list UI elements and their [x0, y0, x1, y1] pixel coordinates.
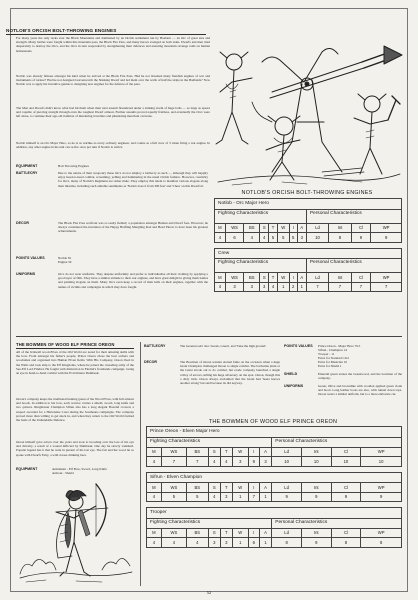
stat-cell: 7 — [371, 282, 402, 292]
stat-cell: 3 — [221, 492, 233, 502]
oreon-fighting-header: Fighting Characteristics — [147, 437, 272, 447]
stat-head: I — [248, 447, 259, 457]
stat-cell: 9 — [331, 492, 361, 502]
stat-head: WP — [361, 483, 402, 493]
stat-head: W — [232, 528, 248, 538]
stat-cell: 1 — [232, 492, 248, 502]
stat-cell: 2 — [289, 282, 297, 292]
oreon-points-label: POINTS VALUES — [284, 344, 313, 348]
bolt-table-title: NOTLOB'S ORCISH BOLT-THROWING ENGINES — [241, 190, 373, 196]
stat-cell: 7 — [329, 282, 351, 292]
stat-head: S — [260, 273, 269, 283]
notlob-stat-row — [215, 233, 402, 243]
stat-cell: 3 — [208, 538, 220, 548]
stat-head: M — [147, 528, 162, 538]
stat-head: Int — [301, 528, 331, 538]
section-heading-oreon: THE BOWMEN OF WOOD ELF PRINCE OREON — [16, 342, 134, 349]
column-rule — [140, 342, 141, 586]
stat-head: Cl — [331, 528, 361, 538]
trooper-name: Trooper — [147, 508, 402, 519]
stat-head: WP — [361, 447, 402, 457]
bolt-stat-headers — [215, 223, 402, 233]
oreon-shield-text: Emerald green stones the Greenwood, and the bowmen of the company. — [318, 372, 402, 381]
stat-cell: 5 — [269, 233, 278, 243]
stat-cell: 4 — [215, 233, 226, 243]
stat-cell: 9 — [248, 457, 259, 467]
stat-cell: 7 — [248, 492, 259, 502]
bolt-fighting-header: Fighting Characteristics — [215, 209, 307, 223]
stat-cell: 4 — [147, 457, 162, 467]
stat-head: WS — [161, 447, 186, 457]
oreon-para-2: Oreon's company keeps the traditional hunting green of the Wood Elves, with full armour and hoods. In addition to his bow, each warrior carries a shield, sword, long knife and two quivers. Ringmaster Champion Sifrun also has a long elegant Boardel crowed, a respect awarded for a Harloleine Crest during the Southeans campaigns. The company proved more than willing to get stuck in, and when they return to the Old World formed the basis of the Unhandable Defence. — [16, 397, 134, 423]
notlob-para-1: For many years the only racks ever the Black Mountains and dominated by an Orcish settlement run by Hasbarn — an Orc of great size and strength. Many battles were fought within this mountain pass, the Black Fire Pass, and many heroes avenged on both sides. Dwarfs and men tried desperately to destroy the Orcs, and the Orcs in turn responded by strengthening their defences and ensuring mountain revenge raids on human homesteads. — [16, 36, 210, 53]
points-label: POINTS VALUES — [16, 256, 45, 260]
stat-cell: 4 — [244, 233, 260, 243]
oreon-uniforms-text: Green, Olive and brownlike with woollen applied green cloak and hood. Long leather boots are also, with tunnel down tops. Oreon wears a similar uniform, but to a more elaborate cut. — [318, 384, 402, 397]
oreon-uniforms-label: UNIFORMS — [284, 384, 304, 388]
stat-cell: 4 — [215, 282, 226, 292]
points-value-0: Notlob 81 — [58, 256, 72, 260]
elf-archer-illustration — [16, 478, 136, 586]
stat-cell: 5 — [277, 233, 289, 243]
stat-cell: 4 — [147, 492, 162, 502]
equipment-text: Bolt Throwing Engines — [58, 164, 89, 168]
oreon-equipment-1: Armour - Shield — [52, 471, 74, 475]
stat-cell: 3 — [244, 282, 260, 292]
oreon-shield-label: SHIELD — [284, 372, 298, 376]
bolt-personal-header: Personal Characteristics — [306, 209, 401, 223]
stat-head: WS — [161, 483, 186, 493]
oreon-decor-text: The Bowmen of Oreon wander eternal fame on the occasion when a huge Giant Champion challenged Oreon to single combat. The barbarian plain or the Giant strode out to do combat, but erode company launched a single volley of arrows, killing his huge adversary on the spot. Oreon, though this a dirty trick. Oreon always exclaimed that the Giant had 'beeta knows another strong' but said because its did anyway. — [180, 360, 280, 386]
stat-head: M — [215, 223, 226, 233]
oreon-battlecry-label: BATTLECRY — [144, 344, 166, 348]
oreon-stat-headers — [147, 447, 402, 457]
oreon-equipment-label: EQUIPMENT — [16, 467, 38, 471]
stat-cell: 4 — [208, 457, 220, 467]
stat-cell: 1 — [232, 538, 248, 548]
sifrun-stat-row — [147, 492, 402, 502]
stat-cell: 10 — [331, 457, 361, 467]
trooper-stat-row — [147, 538, 402, 548]
stat-head: Ld — [306, 273, 328, 283]
crew-personal-header: Personal Characteristics — [306, 259, 401, 273]
stat-head: Ld — [306, 223, 328, 233]
stat-head: A — [259, 483, 272, 493]
stat-cell: 4 — [187, 538, 209, 548]
stat-head: I — [289, 223, 297, 233]
stat-head: Cl — [351, 223, 371, 233]
stat-cell: 9 — [361, 492, 402, 502]
stat-head: Cl — [331, 447, 361, 457]
oreon-hero-name: Prince Oreon - Elven Major Hero — [147, 427, 402, 438]
decor-label: DECOR — [16, 221, 29, 225]
section-heading-notlob: NOTLOB'S ORCISH BOLT-THROWING ENGINES — [6, 28, 206, 35]
notlob-para-4: Notlob himself is an Orc Major Hero, so he is as warlike as every ordinary engineer, and counts as a full crew of 3 when firing a war engine. In addition, any other engine in his unit can re-fire once per turn if Notlob is with it. — [16, 141, 210, 150]
stat-cell: 10 — [272, 457, 302, 467]
trooper-fighting-header: Fighting Characteristics — [147, 518, 272, 528]
stat-cell: 5 — [289, 233, 297, 243]
stat-head: W — [277, 223, 289, 233]
stat-cell: 4 — [147, 538, 162, 548]
oreon-points-5: Extra for Shield 1 — [318, 364, 342, 368]
stat-cell: 4 — [208, 492, 220, 502]
stat-cell: 3 — [225, 282, 244, 292]
stat-head: Int — [301, 447, 331, 457]
stat-cell: 1 — [277, 282, 289, 292]
stat-head: BS — [187, 528, 209, 538]
elf-stat-table — [146, 426, 402, 548]
stat-cell: 7 — [351, 282, 371, 292]
sifrun-name: Sifrun - Elven Champion — [147, 472, 402, 483]
oreon-stat-row — [147, 457, 402, 467]
oreon-points-1: Sifrun - Champion 14 — [318, 348, 347, 352]
oreon-points-3: Extra for Standard 10.2 — [318, 356, 349, 360]
stat-head: Ld — [272, 483, 302, 493]
stat-head: I — [248, 528, 259, 538]
stat-head: BS — [244, 273, 260, 283]
bolt-stat-table — [214, 198, 402, 292]
stat-head: Ld — [272, 528, 302, 538]
crew-stat-headers — [215, 273, 402, 283]
stat-head: T — [221, 528, 233, 538]
stat-head: T — [269, 223, 278, 233]
stat-cell: 1 — [297, 282, 306, 292]
stat-head: WP — [371, 223, 402, 233]
notlob-hero-name: Notlob - Orc Major Hero — [215, 199, 402, 210]
battlecry-text: Due to the nature of their weaponry these Orcs do not employ a battlecry as such — although they will happily enjoy head-to-head combat, screaming, yelling and hammering in the usual Orcish fashion. However, creativity for Orcs, many of Notlob's Regiment are rather mute. They employ this talent to manifest various slogans along their missiles, including such amiable sentiments as 'Notlob does it from 300 feet' and 'Chew on this Dwarfon'. — [58, 171, 208, 188]
stat-head: A — [297, 273, 306, 283]
stat-head: WS — [161, 528, 186, 538]
stat-cell: 4 — [221, 457, 233, 467]
stat-cell: 8 — [361, 538, 402, 548]
stat-cell: 7 — [306, 282, 328, 292]
stat-head: BS — [187, 483, 209, 493]
stat-head: S — [208, 447, 220, 457]
stat-head: WP — [371, 273, 402, 283]
stat-head: M — [215, 273, 226, 283]
oreon-decor-label: DECOR — [144, 360, 157, 364]
stat-cell: 9 — [301, 492, 331, 502]
stat-head: Int — [301, 483, 331, 493]
stat-cell: 9 — [272, 492, 302, 502]
sifrun-stat-headers — [147, 483, 402, 493]
stat-cell: 6 — [225, 233, 244, 243]
stat-head: Ld — [272, 447, 302, 457]
stat-head: W — [232, 447, 248, 457]
stat-cell: 6 — [248, 538, 259, 548]
stat-cell: 8 — [272, 538, 302, 548]
stat-head: T — [221, 447, 233, 457]
stat-head: Cl — [351, 273, 371, 283]
stat-head: S — [260, 223, 269, 233]
elf-table-title: THE BOWMEN OF WOOD ELF PRINCE OREON — [208, 419, 338, 425]
stat-cell: 5 — [187, 492, 209, 502]
trooper-personal-header: Personal Characteristics — [272, 518, 402, 528]
stat-cell: 1 — [259, 538, 272, 548]
stat-head: WP — [361, 528, 402, 538]
stat-head: A — [297, 223, 306, 233]
stat-cell: 9 — [301, 538, 331, 548]
stat-cell: 10 — [306, 233, 328, 243]
stat-cell: 7 — [187, 457, 209, 467]
crew-name: Crew — [215, 248, 402, 259]
oreon-para-1: All of the brinwell wood-Elves of the Old World are noted for their amazing skills with the bow. From amongst his father's people, Prince Oreon chose the best archers and woodsmen and organised into Human Elven fields. With His Company, Oreon lived in the Walls and took ship to the Elf Kingdoms, where he joined the crusading army of the Sea-Elf Lord Findrel. He fought with distinction in Findrel's frontlands campaign, losing an eye in hand-to-hand combat with the Evil minion Dumbeak. — [16, 350, 134, 376]
orc-bolt-thrower-illustration — [212, 22, 404, 190]
stat-head: W — [232, 483, 248, 493]
notlob-para-2: Notlob was already famous amongst his kind when he arrived at the Black Fire Pass. Had he not invented many fiendish engines of war and instruments of torture? Had he not designed Gravenwatch the Stinking Dwarf and led them over the walls of half the strips in the Badlands? Now Notlob was to apply his inventive genius to designing new engines for the defence of the pass. — [16, 74, 210, 87]
stat-cell: 3 — [297, 233, 306, 243]
stat-head: W — [277, 273, 289, 283]
stat-cell: 8 — [329, 233, 351, 243]
oreon-para-3: Oreon himself gave action over the years and took to brooding over the loss of his eye and chivalry, a result of a wound inflicted by Dumbeak. One day he slowly vanished. Popular legend has it that he went in pursuit of his lost eye. The fair and the wood lie so spoke with Dwarfs Fairy, a wild crease drinking beer. — [16, 440, 134, 457]
stat-cell: 3 — [221, 538, 233, 548]
stat-head: Cl — [331, 483, 361, 493]
stat-head: WS — [225, 273, 244, 283]
stat-head: WS — [225, 223, 244, 233]
crew-stat-row — [215, 282, 402, 292]
stat-head: Int — [329, 273, 351, 283]
stat-head: S — [208, 483, 220, 493]
stat-head: T — [269, 273, 278, 283]
stat-cell: 9 — [351, 233, 371, 243]
equipment-label: EQUIPMENT — [16, 164, 38, 168]
uniforms-text: Orcs do not wear uniforms. They despise uniformity and prefer to individualise all their clothing by applying a good layer of filth. They have a similar attitude to their war engines, and have great delight in giving them names and painting slogans on them. Many Orcs even keep a record of their kills on their engines, together with the names of victims and campaigns in which they have fought. — [58, 272, 208, 289]
stat-head: I — [248, 483, 259, 493]
page-number: 52 — [206, 590, 212, 595]
stat-head: A — [259, 447, 272, 457]
stat-cell: 4 — [260, 233, 269, 243]
oreon-equipment-0: Armament - Elf Bow, Sword, Long Knife — [52, 467, 107, 471]
stat-head: T — [221, 483, 233, 493]
oreon-points-0: Prince Oreon - Major Hero 79.5 — [318, 344, 361, 348]
stat-head: M — [147, 483, 162, 493]
crew-fighting-header: Fighting Characteristics — [215, 259, 307, 273]
stat-cell: 8 — [331, 538, 361, 548]
stat-cell: 4 — [161, 538, 186, 548]
stat-cell: 10 — [301, 457, 331, 467]
oreon-points-4: Extra for Musician 10 — [318, 360, 348, 364]
stat-head: Int — [329, 223, 351, 233]
decor-text: The Black Fire Pass warfront was so easily fielded; a population amongst Human and Dwarf foes. However, he always considered the invention of the Happy Halfling Mangling Rod and Head Pincer to have been his greatest achievements. — [58, 221, 208, 234]
stat-cell: 3 — [259, 457, 272, 467]
uniforms-label: UNIFORMS — [16, 272, 36, 276]
stat-head: M — [147, 447, 162, 457]
stat-head: BS — [244, 223, 260, 233]
stat-cell: 4 — [269, 282, 278, 292]
oreon-personal-header: Personal Characteristics — [272, 437, 402, 447]
notlob-para-3: The Men and Dwarfs didn't know what had hit them when their next assault floundered under a striking storm of huge bolts — as large as spears and capable of piercing straight through even the toughest Dwarf armour. Further assaults proved equally fruitless, and eventually the Orcs were left alone, to continue their age-old tradition of murdering travellers and plundering merchant caravans. — [16, 106, 210, 119]
stat-head: A — [259, 528, 272, 538]
stat-cell: 5 — [161, 492, 186, 502]
section-divider — [16, 336, 402, 337]
stat-cell: 9 — [371, 233, 402, 243]
battlecry-label: BATTLECRY — [16, 171, 38, 175]
stat-head: BS — [187, 447, 209, 457]
stat-cell: 3 — [232, 457, 248, 467]
stat-cell: 7 — [161, 457, 186, 467]
points-value-1: Engine 50 — [58, 260, 72, 264]
stat-cell: 3 — [260, 282, 269, 292]
stat-cell: 10 — [361, 457, 402, 467]
oreon-points-2: Trooper - 11 — [318, 352, 335, 356]
stat-head: I — [289, 273, 297, 283]
stat-cell: 1 — [259, 492, 272, 502]
oreon-battlecry-text: The Greenwoods' also 'Green, Green', and 'Take the high ground'. — [180, 344, 267, 348]
trooper-stat-headers — [147, 528, 402, 538]
stat-head: S — [208, 528, 220, 538]
